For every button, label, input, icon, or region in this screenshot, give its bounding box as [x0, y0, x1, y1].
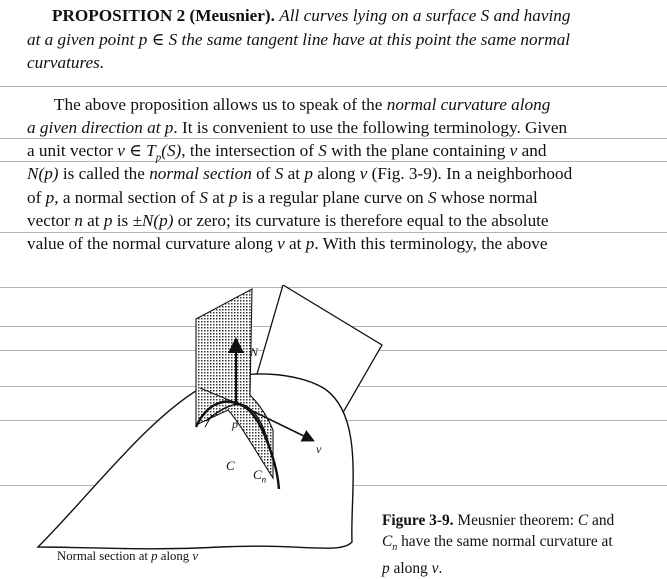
- text: n: [261, 474, 267, 485]
- text: n: [74, 211, 83, 230]
- figure-bottom-label: [57, 549, 198, 564]
- point-p: [234, 401, 239, 406]
- text: C: [382, 533, 393, 550]
- caption-line-3: [382, 558, 657, 579]
- text: Meusnier theorem:: [453, 512, 578, 529]
- text: is a regular plane curve on: [237, 188, 428, 207]
- text: and: [517, 141, 547, 160]
- proposition-text: All curves lying on a surface S and having: [279, 6, 571, 25]
- label-v: v: [316, 442, 322, 456]
- text: of: [251, 164, 275, 183]
- text: is called the: [58, 164, 150, 183]
- caption-line-2: [382, 531, 657, 558]
- text: C: [253, 467, 262, 482]
- text: of: [27, 188, 46, 207]
- text: and: [588, 512, 615, 529]
- text: along: [312, 164, 360, 183]
- text: p: [45, 188, 55, 207]
- text: a unit vector: [27, 141, 118, 160]
- text: n: [392, 542, 398, 554]
- label-cn: [253, 467, 266, 485]
- text: with the plane containing: [326, 141, 510, 160]
- proposition-title: PROPOSITION 2 (Meusnier).: [52, 6, 275, 25]
- figure-caption: [382, 510, 657, 579]
- text: p: [305, 234, 315, 253]
- text: S: [427, 188, 437, 207]
- text: is: [112, 211, 133, 230]
- text: C: [577, 512, 589, 529]
- text: The above proposition allows us to speak of the: [54, 95, 387, 114]
- paragraph-line-3: [27, 139, 667, 163]
- text: , the intersection of: [181, 141, 319, 160]
- paragraph-line-1: [54, 93, 667, 117]
- text: p: [228, 188, 238, 207]
- text: v: [509, 141, 518, 160]
- text: whose normal: [436, 188, 538, 207]
- paragraph-line-4: [27, 162, 667, 186]
- text: p: [151, 549, 158, 563]
- text: p: [155, 151, 162, 163]
- text: S: [318, 141, 327, 160]
- text: along: [157, 549, 193, 563]
- proposition-line-2: [27, 28, 667, 52]
- paragraph-line-2: [27, 116, 667, 140]
- proposition-line-1: [52, 4, 667, 28]
- text: a given direction at p: [27, 118, 174, 137]
- text: at: [207, 188, 229, 207]
- text: S: [274, 164, 284, 183]
- text: .: [438, 560, 443, 578]
- text: have the same normal curvature at: [397, 533, 613, 550]
- text: at: [284, 234, 306, 253]
- text: , a normal section of: [54, 188, 200, 207]
- text: p: [304, 164, 313, 183]
- proposition-text: curvatures.: [27, 53, 105, 72]
- text: value of the normal curvature along: [27, 234, 278, 253]
- paragraph-line-5: [27, 186, 667, 210]
- caption-line-1: [382, 510, 657, 531]
- text: (S): [161, 141, 182, 160]
- rule-line: [0, 86, 667, 87]
- text: v: [277, 234, 285, 253]
- text: S: [199, 188, 208, 207]
- text: at: [82, 211, 104, 230]
- text: at: [283, 164, 305, 183]
- text: Normal section at: [57, 549, 152, 563]
- text: (Fig. 3-9). In a neighborhood: [367, 164, 573, 183]
- text: p: [382, 560, 390, 578]
- text: normal section: [149, 164, 252, 183]
- text: . It is convenient to use the following terminology. Given: [173, 118, 568, 137]
- label-n: N: [250, 345, 259, 359]
- text: v: [359, 164, 368, 183]
- text: along: [389, 560, 432, 578]
- label-c: C: [226, 458, 235, 473]
- proposition-text: at a given point p ∈ S the same tangent line have at this point the same normal: [27, 30, 571, 49]
- text: N(p): [27, 164, 59, 183]
- text: v: [431, 560, 439, 578]
- text: vector: [27, 211, 75, 230]
- paragraph-line-6: [27, 209, 667, 233]
- text: p: [103, 211, 113, 230]
- text: ±N(p): [132, 211, 174, 230]
- text: . With this terminology, the above: [314, 234, 548, 253]
- text: v: [192, 549, 199, 563]
- text: normal curvature along: [386, 95, 551, 114]
- text: v ∈ T: [117, 141, 156, 160]
- text: Figure 3-9.: [382, 512, 454, 529]
- proposition-line-3: [27, 51, 667, 75]
- text: or zero; its curvature is therefore equal to the absolute: [173, 211, 549, 230]
- paragraph-line-7: [27, 232, 667, 256]
- label-p: p: [232, 417, 238, 431]
